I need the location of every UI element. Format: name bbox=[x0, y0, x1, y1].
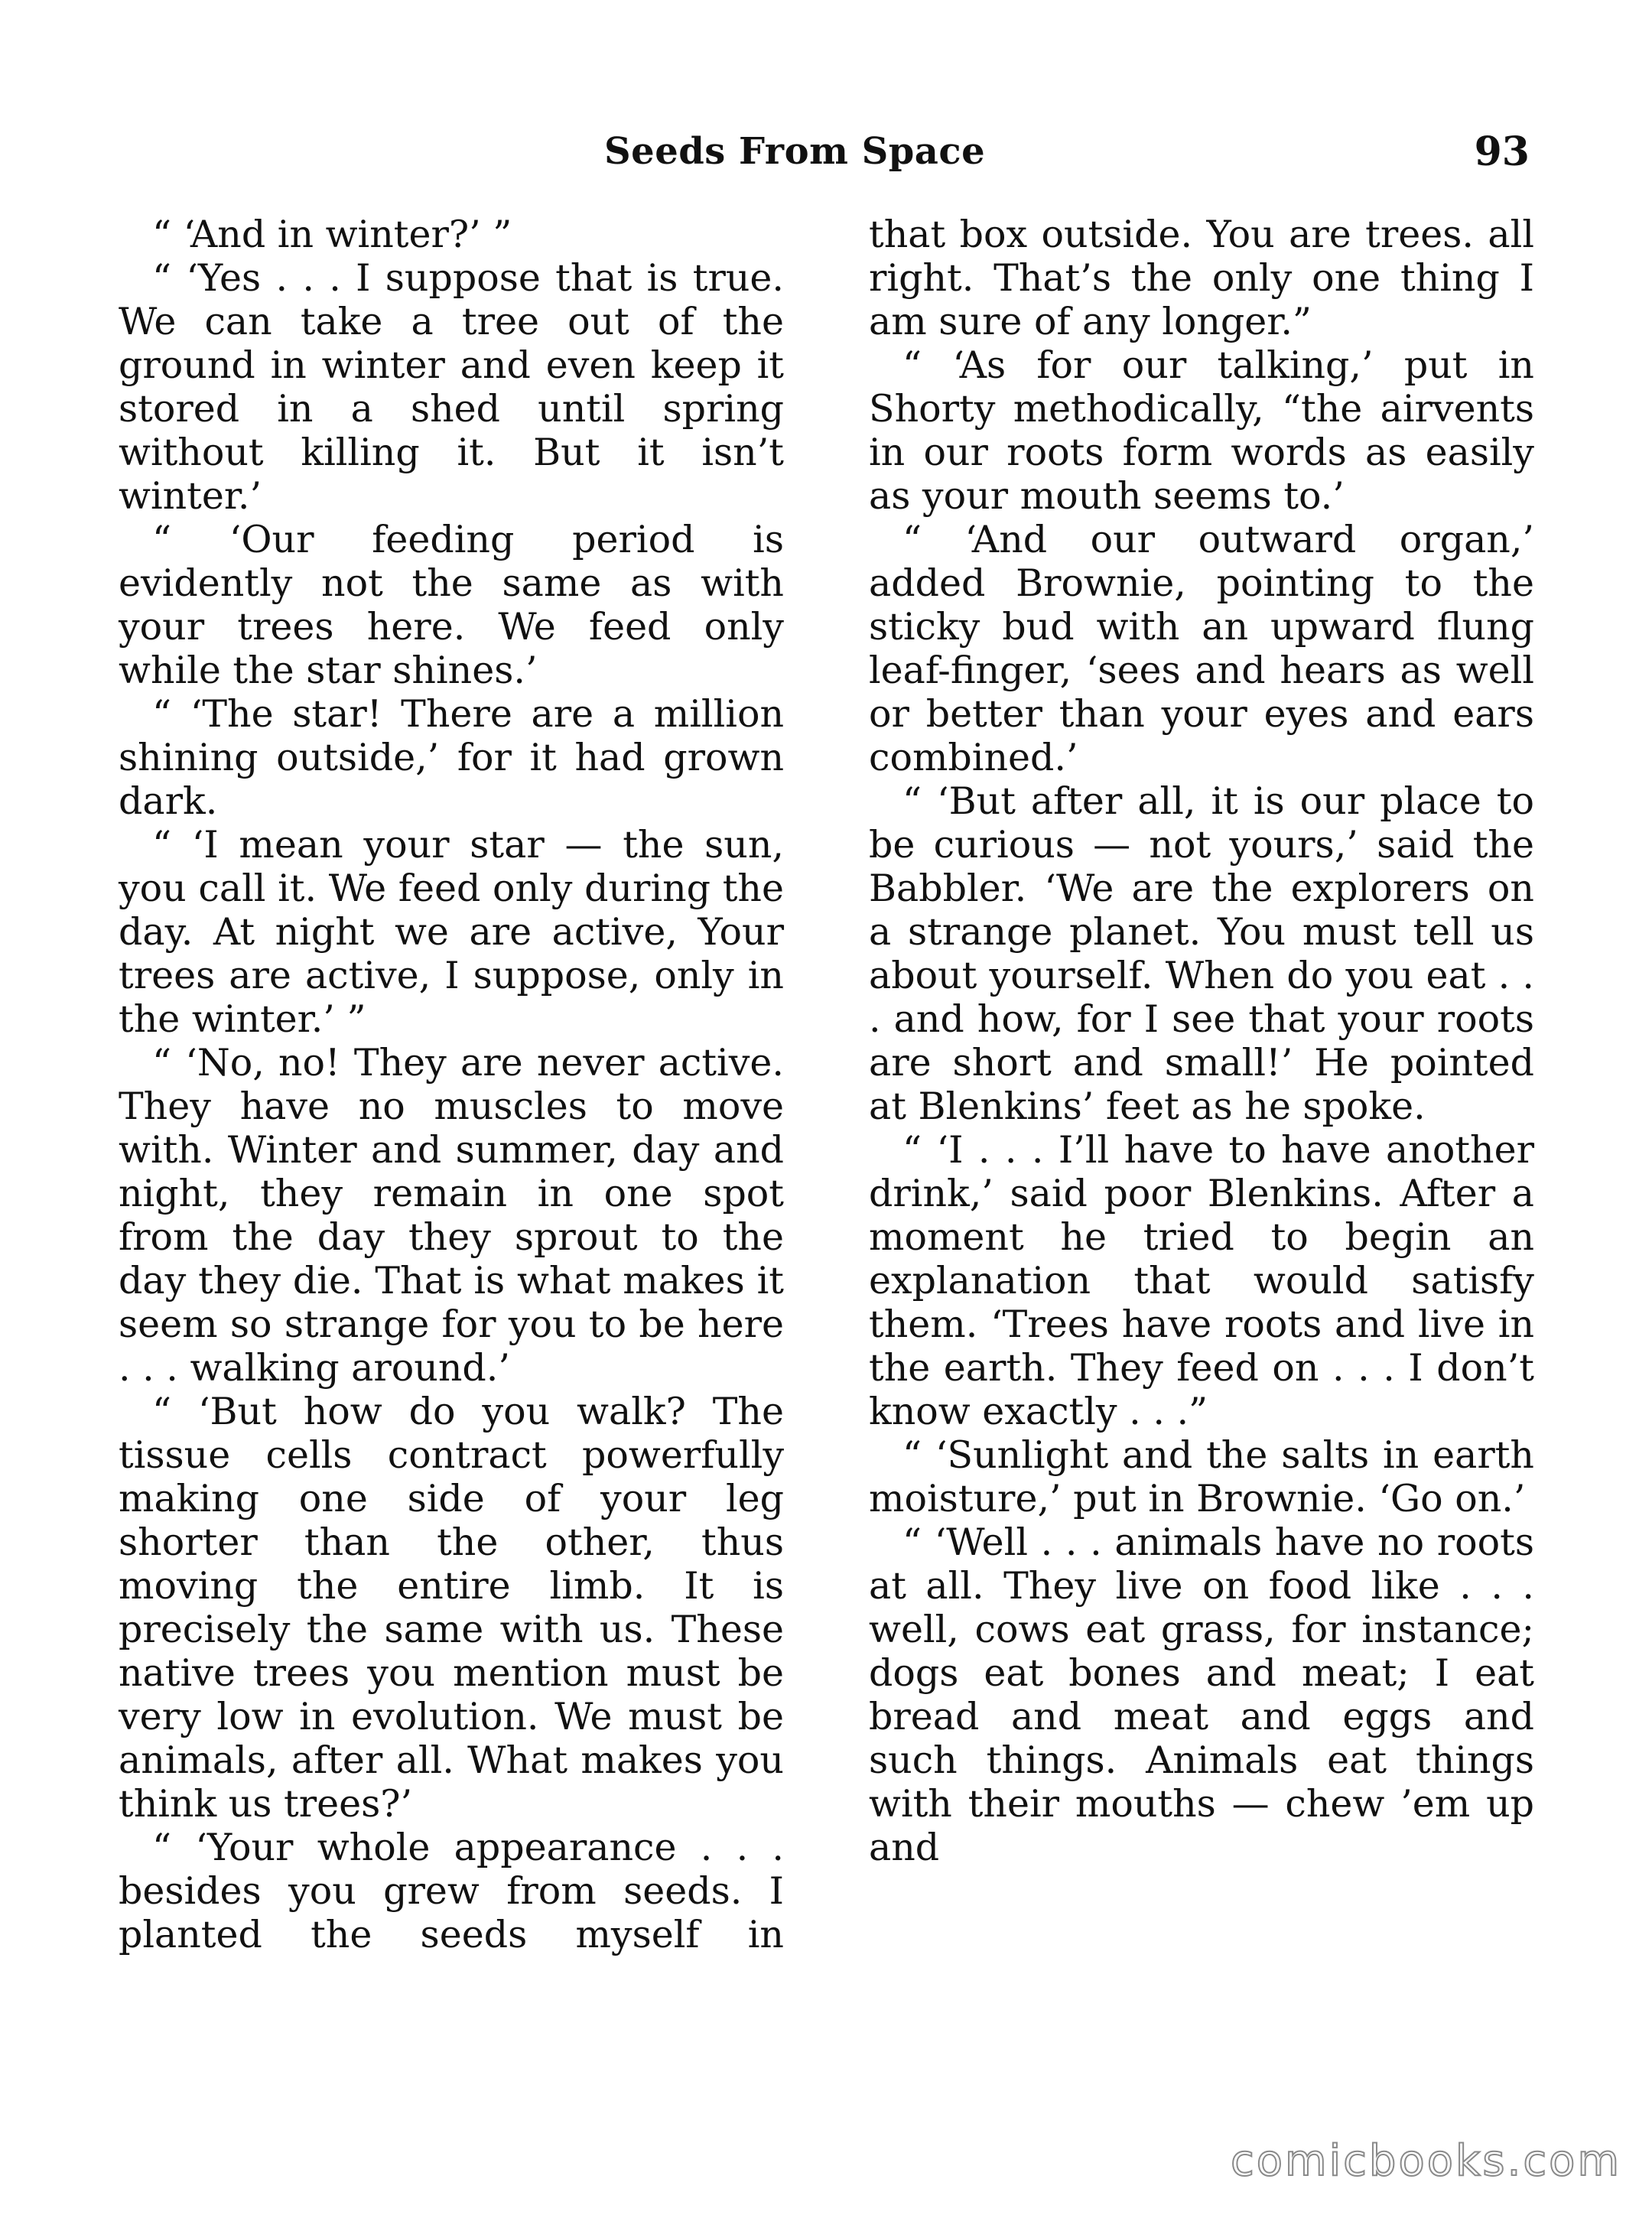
paragraph: “ ‘I . . . I’ll have to have another drink,’ said poor Blenkins. After a moment he tried to begin an explanation that would satisfy them. ‘Trees have roots and live in the earth. They feed on . . . I don’t know exactly . . .” bbox=[869, 1128, 1534, 1433]
paragraph: “ ‘Our feeding period is evidently not the same as with your trees here. We feed only while the star shines.’ bbox=[119, 518, 784, 692]
paragraph: “ ‘Your whole appearance . . . besides you grew from seeds. I planted the seeds myself in bbox=[119, 1826, 784, 1956]
paragraph: “ ‘And in winter?’ ” bbox=[152, 213, 512, 256]
paragraph: “ ‘Well . . . animals have no roots at all. They live on food like . . . well, cows eat grass, for instance; dogs eat bones and meat; I eat bread and meat and eggs and such things. Animals eat things with their mouths — chew ’em up and bbox=[869, 1520, 1534, 1869]
paragraph: “ ‘Sunlight and the salts in earth moisture,’ put in Brownie. ‘Go on.’ bbox=[869, 1433, 1534, 1520]
paragraph: “ ‘But after all, it is our place to be curious — not yours,’ said the Babbler. ‘We are the explorers on a strange planet. You must tell us about yourself. When do you eat . . . and how, for I see that your roots are short and small!’ He pointed at Blenkins’ feet as he spoke. bbox=[869, 779, 1534, 1128]
book-title: Seeds From Space bbox=[604, 130, 986, 173]
paragraph: “ ‘But how do you walk? The tissue cells contract powerfully making one side of your leg shorter than the other, thus moving the entire limb. It is precisely the same with us. These native trees you mention must be very low in evolution. We must be animals, after all. What makes you think us trees?’ bbox=[119, 1390, 784, 1826]
paragraph: “ ‘No, no! They are never active. They have no muscles to move with. Winter and summer, day and night, they remain in one spot from the day they sprout to the day they die. That is what makes it seem so strange for you to be here . . . walking around.’ bbox=[119, 1041, 784, 1390]
paragraph: “ ‘I mean your star — the sun, you call it. We feed only during the day. At night we are active, Your trees are active, I suppose, only in the winter.’ ” bbox=[119, 823, 784, 1041]
paragraph: “ ‘The star! There are a million shining outside,’ for it had grown dark. bbox=[119, 692, 784, 823]
left-text-column bbox=[119, 213, 784, 1956]
right-text-column bbox=[869, 213, 1534, 1869]
running-head bbox=[0, 115, 1652, 184]
watermark: comicbooks.com bbox=[1230, 2136, 1621, 2186]
page-number: 93 bbox=[1474, 128, 1530, 175]
paragraph: “ ‘Yes . . . I suppose that is true. We can take a tree out of the ground in winter and even keep it stored in a shed until spring without killing it. But it isn’t winter.’ bbox=[119, 256, 784, 518]
paragraph: “ ‘And our outward organ,’ added Brownie, pointing to the sticky bud with an upward flung leaf-finger, ‘sees and hears as well or better than your eyes and ears combined.’ bbox=[869, 518, 1534, 779]
paragraph: “ ‘As for our talking,’ put in Shorty methodically, “the airvents in our roots form words as easily as your mouth seems to.’ bbox=[869, 343, 1534, 518]
paragraph-continued: that box outside. You are trees. all right. That’s the only one thing I am sure of any longer.” bbox=[869, 213, 1534, 343]
